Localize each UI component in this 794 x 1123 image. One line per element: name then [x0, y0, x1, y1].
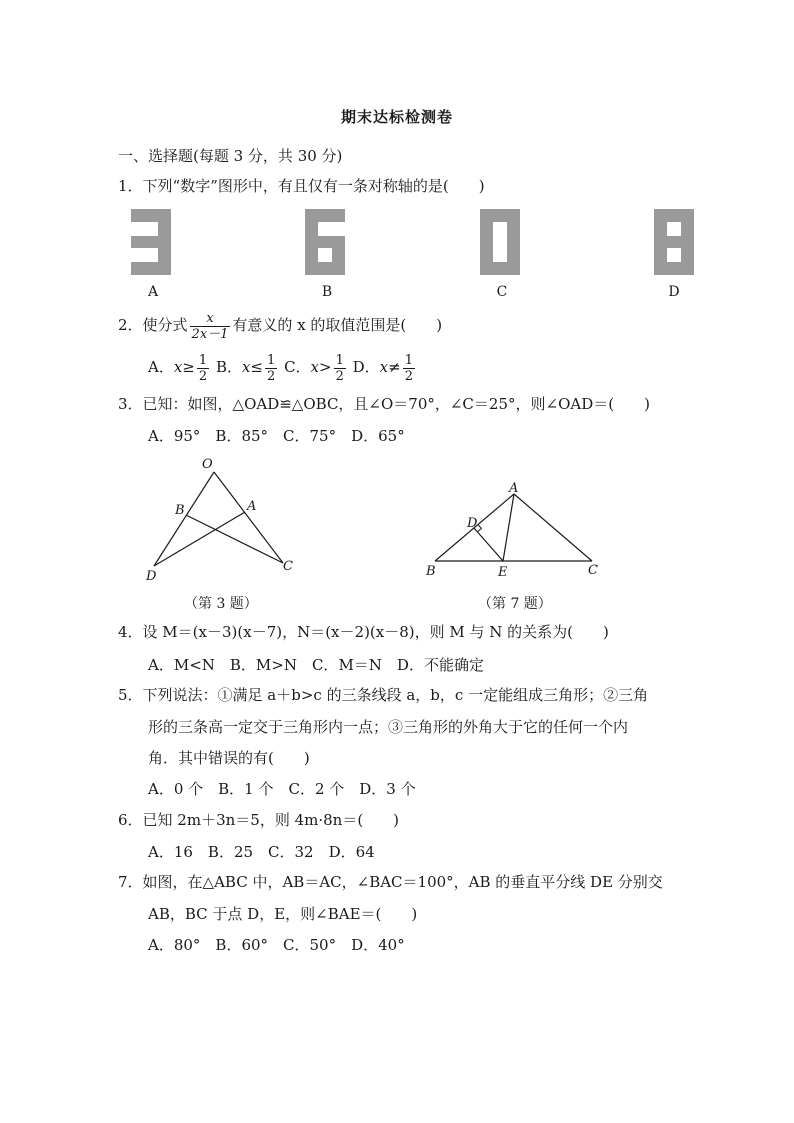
question-6-stem: 6．已知 2m＋3n＝5，则 4m·8n＝( )	[118, 811, 400, 829]
question-7-line-1: 7．如图，在△ABC 中，AB＝AC，∠BAC＝100°，AB 的垂直平分线 DE 分别交	[118, 873, 663, 891]
question-5-line-3: 角．其中错误的有( )	[148, 749, 310, 767]
fraction	[190, 311, 231, 342]
option-a-relation: x≥	[173, 358, 195, 376]
question-4-stem: 4．设 M＝(x－3)(x－7)，N＝(x－2)(x－8)，则 M 与 N 的关系为( )	[118, 623, 609, 641]
digit-figure-3	[131, 209, 171, 275]
page-title: 期末达标检测卷	[340, 108, 453, 126]
figure-caption-q3: （第 3 题）	[184, 596, 258, 612]
option-c	[284, 352, 348, 384]
fraction-denominator: 2x－1	[191, 326, 229, 342]
option-a-fraction	[197, 353, 209, 384]
point-label-a: A	[509, 481, 519, 496]
option-b-num: 1	[267, 352, 276, 368]
digit-figure-6	[305, 209, 345, 275]
option-b-relation: x≤	[241, 358, 263, 376]
question-3-options: A．95° B．85° C．75° D．65°	[148, 427, 405, 445]
option-d-relation: x≠	[379, 358, 401, 376]
option-label-a: A	[147, 284, 159, 300]
question-7-line-2: AB，BC 于点 D，E，则∠BAE＝( )	[148, 905, 418, 923]
option-label-b: B	[321, 284, 333, 300]
option-label-d: D	[668, 284, 680, 300]
option-b	[215, 352, 279, 384]
point-label-b: B	[426, 564, 436, 579]
digit-figure-0	[480, 209, 520, 275]
option-d-den: 2	[404, 368, 413, 384]
question-2-options	[148, 347, 417, 387]
figure-question-7	[420, 476, 610, 582]
option-a-num: 1	[198, 352, 208, 368]
question-2-suffix: 有意义的 x 的取值范围是( )	[232, 316, 443, 334]
option-c-den: 2	[335, 368, 344, 384]
option-b-fraction	[265, 353, 277, 384]
point-label-d: D	[146, 569, 157, 584]
question-3-stem: 3．已知：如图，△OAD≌△OBC，且∠O＝70°，∠C＝25°，则∠OAD＝( )	[118, 395, 650, 413]
option-c-relation: x>	[310, 358, 332, 376]
point-label-o: O	[202, 457, 213, 472]
point-label-b: B	[175, 503, 185, 518]
question-2-prefix: 2．使分式	[118, 316, 188, 334]
question-5-line-2: 形的三条高一定交于三角形内一点；③三角形的外角大于它的任何一个内	[148, 718, 629, 736]
question-7-options: A．80° B．60° C．50° D．40°	[148, 936, 405, 954]
option-d-num: 1	[404, 352, 413, 368]
question-4-options: A．M<N B．M>N C．M＝N D．不能确定	[148, 656, 484, 674]
option-a-label: A．	[148, 358, 174, 376]
point-label-c: C	[588, 563, 598, 578]
option-d-fraction	[403, 353, 415, 384]
question-5-options: A．0 个 B．1 个 C．2 个 D．3 个	[148, 780, 416, 798]
option-c-fraction	[334, 353, 346, 384]
option-label-c: C	[496, 284, 508, 300]
option-b-den: 2	[267, 368, 276, 384]
question-1-stem: 1．下列“数字”图形中，有且仅有一条对称轴的是( )	[118, 177, 485, 195]
question-5-line-1: 5．下列说法：①满足 a＋b>c 的三条线段 a，b，c 一定能组成三角形；②三角	[118, 686, 649, 704]
option-a-den: 2	[198, 368, 208, 384]
figure-caption-q7: （第 7 题）	[478, 596, 552, 612]
option-b-label: B．	[215, 358, 242, 376]
point-label-e: E	[498, 565, 508, 580]
point-label-d: D	[467, 516, 478, 531]
option-a	[148, 352, 211, 384]
fraction-numerator: x	[190, 311, 231, 327]
option-d-label: D．	[352, 358, 380, 376]
option-c-num: 1	[335, 352, 344, 368]
digit-figure-8	[654, 209, 694, 275]
option-d	[352, 352, 417, 384]
question-6-options: A．16 B．25 C．32 D．64	[148, 843, 375, 861]
option-c-label: C．	[284, 358, 311, 376]
section-heading: 一、选择题(每题 3 分，共 30 分)	[118, 147, 343, 165]
question-2-stem	[118, 305, 442, 345]
figure-question-3	[140, 452, 300, 587]
point-label-c: C	[283, 559, 293, 574]
point-label-a: A	[247, 499, 257, 514]
